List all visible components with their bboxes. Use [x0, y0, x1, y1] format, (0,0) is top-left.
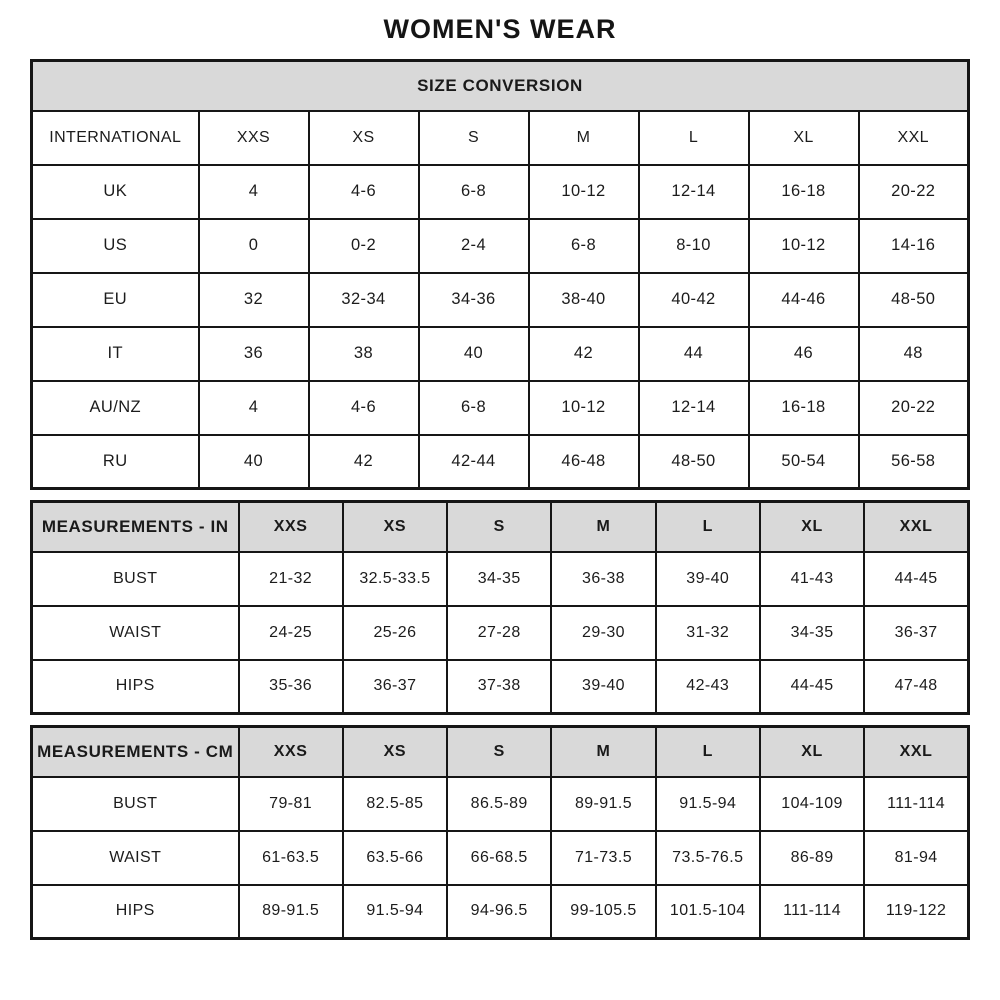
table-row [32, 552, 969, 606]
size-header-m: M [551, 502, 655, 552]
value-cell: 34-35 [447, 552, 551, 606]
row-label: IT [32, 327, 199, 381]
value-cell: 29-30 [551, 606, 655, 660]
table-spacer [30, 715, 970, 725]
size-header-xs: XS [343, 727, 447, 777]
size-conversion-table [30, 59, 970, 490]
value-cell: 40 [419, 327, 529, 381]
measurements-in-header-row [32, 502, 969, 552]
value-cell: 16-18 [749, 165, 859, 219]
value-cell: 4-6 [309, 381, 419, 435]
size-header-xs: XS [343, 502, 447, 552]
value-cell: 42 [529, 327, 639, 381]
row-label: EU [32, 273, 199, 327]
value-cell: 63.5-66 [343, 831, 447, 885]
value-cell: 73.5-76.5 [656, 831, 760, 885]
value-cell: 25-26 [343, 606, 447, 660]
size-conversion-header: SIZE CONVERSION [32, 61, 969, 111]
value-cell: 101.5-104 [656, 885, 760, 939]
value-cell: 94-96.5 [447, 885, 551, 939]
measurements-in-body [32, 552, 969, 714]
value-cell: 32-34 [309, 273, 419, 327]
value-cell: 47-48 [864, 660, 968, 714]
value-cell: 31-32 [656, 606, 760, 660]
value-cell: 61-63.5 [239, 831, 343, 885]
value-cell: 6-8 [529, 219, 639, 273]
value-cell: 34-36 [419, 273, 529, 327]
value-cell: 42-43 [656, 660, 760, 714]
value-cell: 111-114 [864, 777, 968, 831]
size-conversion-band-row [32, 61, 969, 111]
measurements-cm-header: MEASUREMENTS - CM [32, 727, 239, 777]
value-cell: 111-114 [760, 885, 864, 939]
value-cell: 27-28 [447, 606, 551, 660]
row-label: WAIST [32, 606, 239, 660]
value-cell: 79-81 [239, 777, 343, 831]
row-label: HIPS [32, 885, 239, 939]
value-cell: 36-38 [551, 552, 655, 606]
value-cell: 0 [199, 219, 309, 273]
value-cell: 42 [309, 435, 419, 489]
table-row [32, 381, 969, 435]
value-cell: 89-91.5 [551, 777, 655, 831]
measurements-in-table [30, 500, 970, 715]
value-cell: 36-37 [343, 660, 447, 714]
row-label: UK [32, 165, 199, 219]
value-cell: 6-8 [419, 381, 529, 435]
value-cell: 20-22 [859, 381, 969, 435]
value-cell: 81-94 [864, 831, 968, 885]
table-spacer [30, 490, 970, 500]
value-cell: 14-16 [859, 219, 969, 273]
value-cell: 35-36 [239, 660, 343, 714]
value-cell: 4 [199, 165, 309, 219]
value-cell: 38 [309, 327, 419, 381]
size-conversion-column-row [32, 111, 969, 165]
value-cell: 44-45 [864, 552, 968, 606]
row-label: WAIST [32, 831, 239, 885]
value-cell: 50-54 [749, 435, 859, 489]
value-cell: 4-6 [309, 165, 419, 219]
value-cell: 39-40 [656, 552, 760, 606]
value-cell: 36 [199, 327, 309, 381]
column-header-international: INTERNATIONAL [32, 111, 199, 165]
row-label: RU [32, 435, 199, 489]
value-cell: 16-18 [749, 381, 859, 435]
value-cell: 20-22 [859, 165, 969, 219]
value-cell: 44 [639, 327, 749, 381]
value-cell: 12-14 [639, 381, 749, 435]
value-cell: 42-44 [419, 435, 529, 489]
size-header-l: L [656, 502, 760, 552]
value-cell: 99-105.5 [551, 885, 655, 939]
value-cell: 40-42 [639, 273, 749, 327]
table-row [32, 219, 969, 273]
size-header-s: S [447, 502, 551, 552]
column-header-xxs: XXS [199, 111, 309, 165]
value-cell: 66-68.5 [447, 831, 551, 885]
table-row [32, 273, 969, 327]
value-cell: 32.5-33.5 [343, 552, 447, 606]
measurements-cm-header-row [32, 727, 969, 777]
size-header-xxl: XXL [864, 502, 968, 552]
row-label: HIPS [32, 660, 239, 714]
size-header-xxl: XXL [864, 727, 968, 777]
value-cell: 2-4 [419, 219, 529, 273]
size-header-l: L [656, 727, 760, 777]
row-label: BUST [32, 552, 239, 606]
value-cell: 119-122 [864, 885, 968, 939]
value-cell: 82.5-85 [343, 777, 447, 831]
row-label: BUST [32, 777, 239, 831]
value-cell: 36-37 [864, 606, 968, 660]
value-cell: 40 [199, 435, 309, 489]
value-cell: 38-40 [529, 273, 639, 327]
value-cell: 48-50 [639, 435, 749, 489]
value-cell: 24-25 [239, 606, 343, 660]
column-header-xl: XL [749, 111, 859, 165]
column-header-xs: XS [309, 111, 419, 165]
value-cell: 21-32 [239, 552, 343, 606]
value-cell: 12-14 [639, 165, 749, 219]
column-header-m: M [529, 111, 639, 165]
size-header-xl: XL [760, 727, 864, 777]
value-cell: 10-12 [529, 381, 639, 435]
value-cell: 4 [199, 381, 309, 435]
column-header-l: L [639, 111, 749, 165]
value-cell: 71-73.5 [551, 831, 655, 885]
value-cell: 41-43 [760, 552, 864, 606]
value-cell: 6-8 [419, 165, 529, 219]
table-row [32, 165, 969, 219]
value-cell: 86-89 [760, 831, 864, 885]
size-header-xxs: XXS [239, 502, 343, 552]
value-cell: 48-50 [859, 273, 969, 327]
value-cell: 44-45 [760, 660, 864, 714]
value-cell: 0-2 [309, 219, 419, 273]
table-row [32, 885, 969, 939]
value-cell: 34-35 [760, 606, 864, 660]
table-row [32, 831, 969, 885]
page [30, 0, 970, 940]
size-header-m: M [551, 727, 655, 777]
size-header-s: S [447, 727, 551, 777]
value-cell: 32 [199, 273, 309, 327]
value-cell: 8-10 [639, 219, 749, 273]
row-label: AU/NZ [32, 381, 199, 435]
value-cell: 48 [859, 327, 969, 381]
column-header-xxl: XXL [859, 111, 969, 165]
value-cell: 37-38 [447, 660, 551, 714]
size-header-xl: XL [760, 502, 864, 552]
page-title: WOMEN'S WEAR [383, 14, 617, 44]
measurements-cm-table [30, 725, 970, 940]
value-cell: 89-91.5 [239, 885, 343, 939]
size-header-xxs: XXS [239, 727, 343, 777]
table-row [32, 777, 969, 831]
table-row [32, 327, 969, 381]
column-header-s: S [419, 111, 529, 165]
value-cell: 104-109 [760, 777, 864, 831]
value-cell: 91.5-94 [656, 777, 760, 831]
measurements-cm-body [32, 777, 969, 939]
value-cell: 44-46 [749, 273, 859, 327]
row-label: US [32, 219, 199, 273]
size-conversion-body [32, 165, 969, 489]
value-cell: 86.5-89 [447, 777, 551, 831]
table-row [32, 435, 969, 489]
table-row [32, 606, 969, 660]
value-cell: 56-58 [859, 435, 969, 489]
value-cell: 10-12 [529, 165, 639, 219]
measurements-in-header: MEASUREMENTS - IN [32, 502, 239, 552]
value-cell: 10-12 [749, 219, 859, 273]
value-cell: 39-40 [551, 660, 655, 714]
value-cell: 46-48 [529, 435, 639, 489]
table-row [32, 660, 969, 714]
value-cell: 46 [749, 327, 859, 381]
value-cell: 91.5-94 [343, 885, 447, 939]
